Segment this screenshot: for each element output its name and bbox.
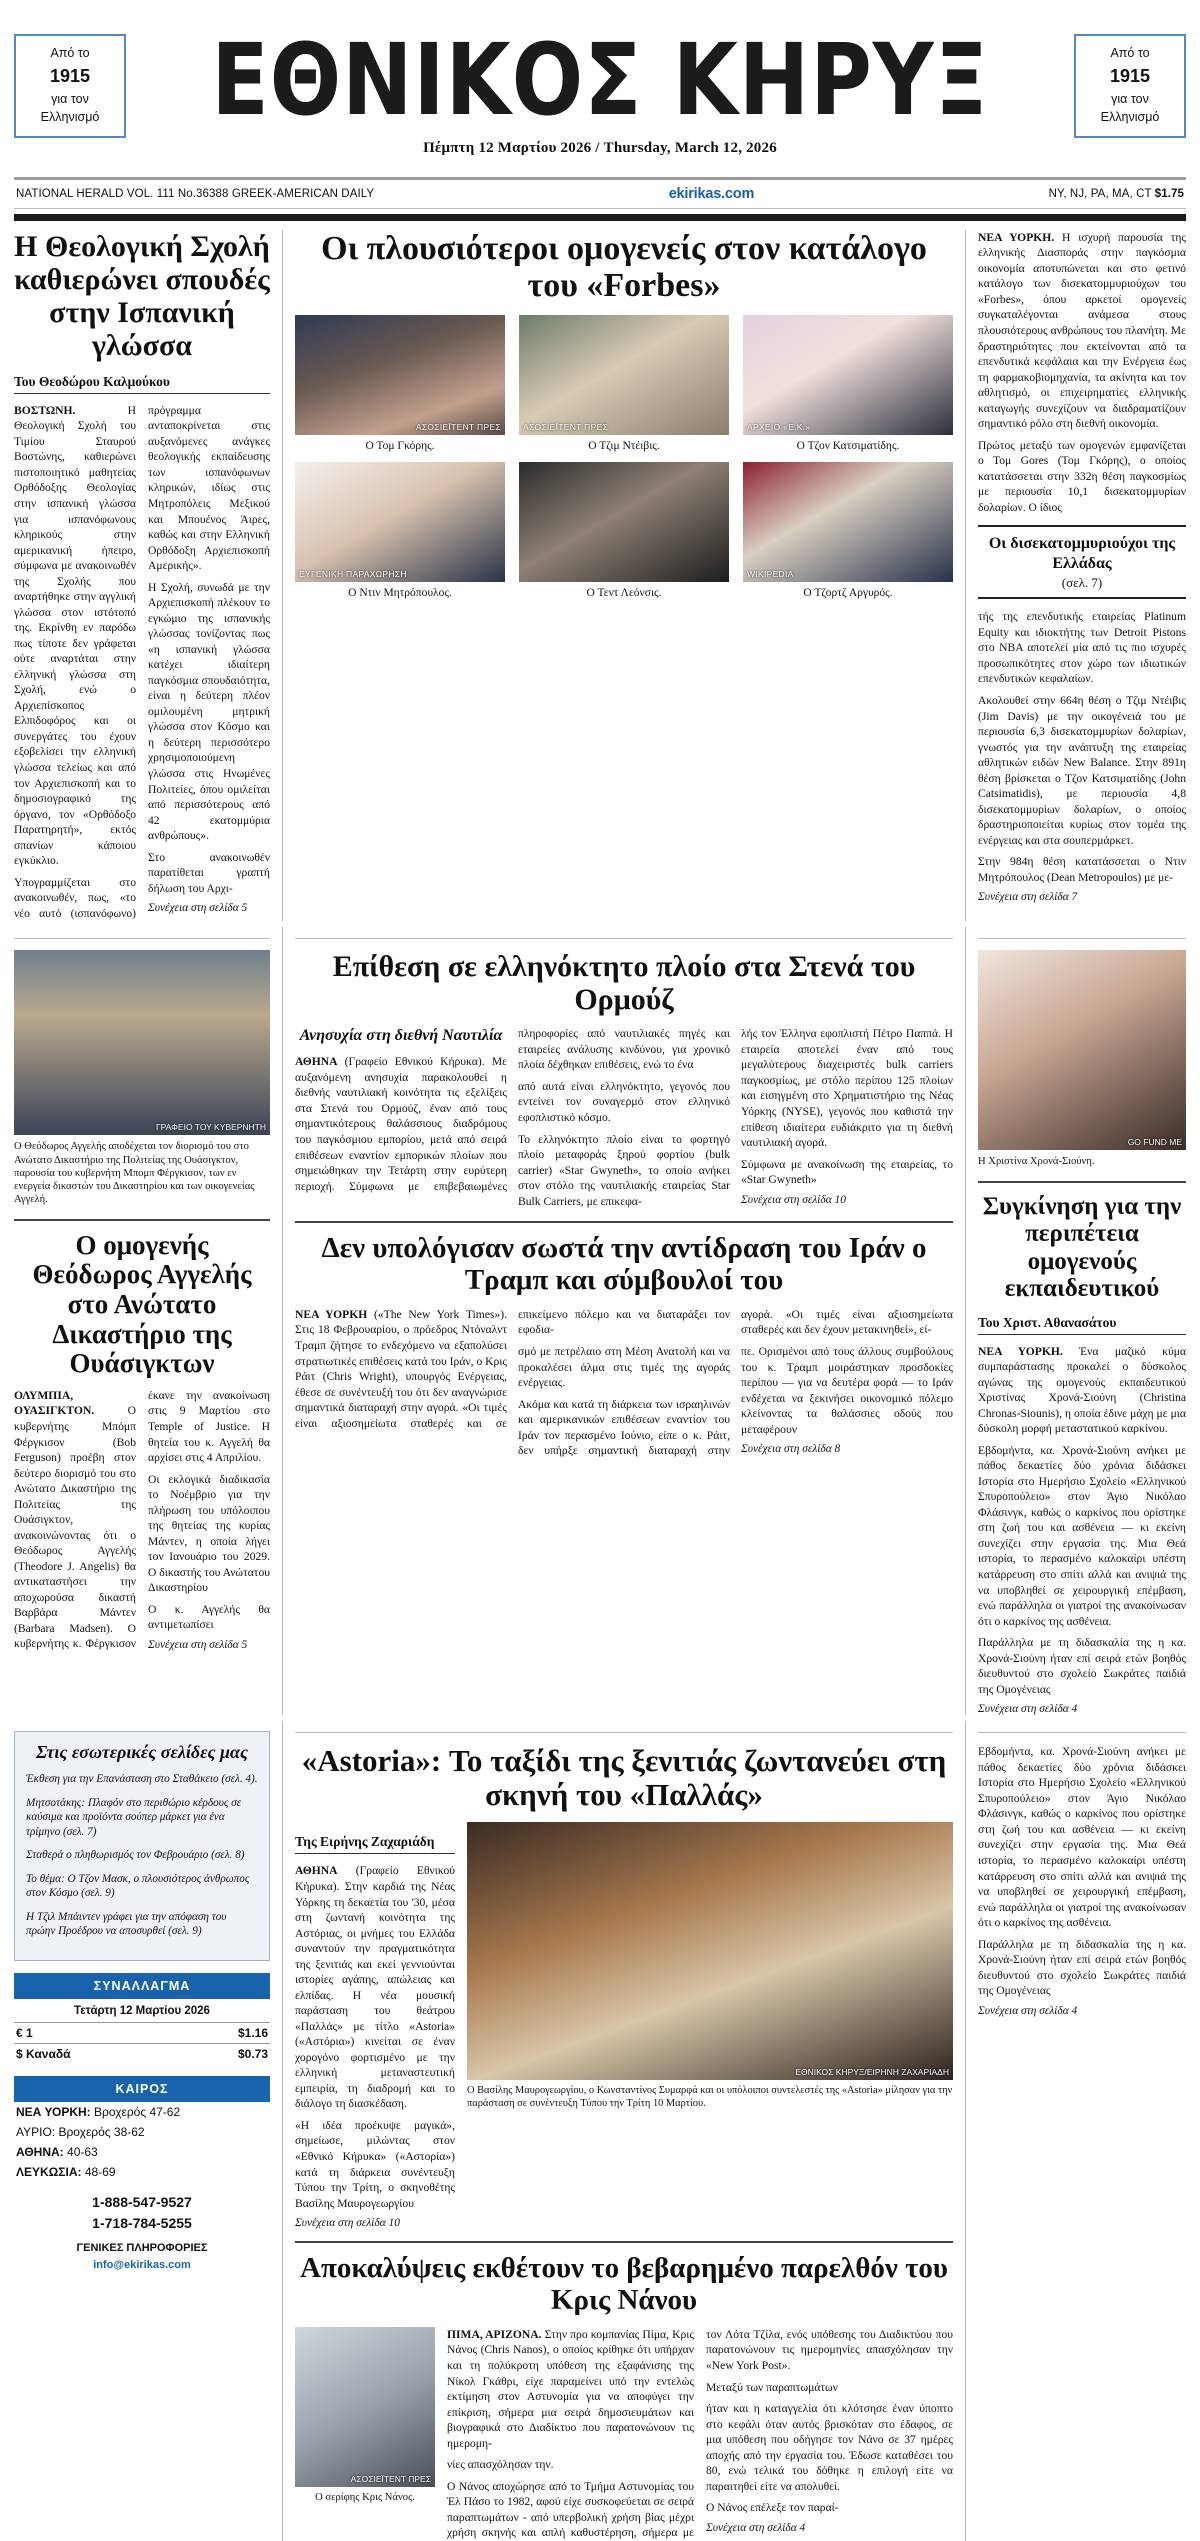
paragraph: Παράλληλα με τη διδασκαλία της η κα. Χρονά-Σιούνη ήταν επί σειρά ετών βοηθός διευθυντού στο σχολείο Σωκράτες παιδιά της Ομογένειας — [978, 1636, 1186, 1696]
phone-secondary[interactable]: 1-718-784-5255 — [92, 2215, 192, 2231]
paragraph: Το ελληνόκτητο πλοίο είναι το φορτηγό πλοίο μεταφοράς ξηρού φορτίου (bulk carrier) «Star Gwyneth», το οποίο ανήκει στον στόλο της ναυτιλιακής εταιρείας Star Bulk Carriers, με επικεφα- — [518, 1132, 730, 1208]
weather-value: 40-63 — [67, 2145, 98, 2159]
teacher-photo-caption: Η Χριστίνα Χρονά-Σιούνη. — [978, 1156, 1095, 1168]
since-label-bottom: Ελληνισμό — [40, 110, 100, 125]
paragraph: τής της επενδυτικής εταιρείας Platinum Equity και ιδιοκτήτης των Detroit Pistons στο NBA αποτελεί μία από τις πιο ισχυρές προσωπικότητες στον χώρο των ιδιωτικών επενδυτικών κεφαλαίων. — [978, 610, 1186, 686]
inside-item[interactable]: Το θέμα: Ο Τζον Μασκ, ο πλουσιότερος άνθρωπος στον Κόσμο (σελ. 9) — [26, 1872, 250, 1900]
info-bar-rule — [14, 208, 1186, 209]
inside-item[interactable]: Έκθεση για την Επανάσταση στο Σταθάκειο (σελ. 4). — [26, 1772, 258, 1785]
website-link[interactable]: ekirikas.com — [668, 185, 755, 202]
since-label-mid: για τον — [51, 92, 89, 107]
portrait-caption: Ο Ντιν Μητρόπουλος. — [348, 586, 452, 599]
portrait-cell — [519, 315, 729, 452]
masthead-center — [126, 22, 1074, 157]
dateline: ΑΘΗΝΑ — [295, 1864, 338, 1878]
top-section — [14, 230, 1186, 922]
portrait-caption: Ο Τζον Κατσιματίδης. — [796, 439, 900, 452]
section-rule — [295, 938, 953, 939]
paragraph: Ακολουθεί στην 664η θέση ο Τζιμ Ντέιβις (Jim Davis) με την οικογένειά του με περιουσία 6,3 δισεκατομμυρίων δολαρίων, γνωστός για την ανάπτυξη της εταιρείας αθλητικών ειδών New Balance. Στην 891η θέση βρίσκεται ο Τζον Κατσιματίδης (John Catsimatidis), με περιουσία 4,8 δισεκατομμυρίων δολαρίων, ο οποίος δραστηριοποιείται κυρίως στον τομέα της ενέργειας και στα σουπερμάρκετ. — [978, 693, 1186, 847]
weather-row — [14, 2162, 270, 2182]
paragraph: Υπογραμμίζεται στο ανακοινωθέν, πως, «το νέο αυτό (ισπανόφωνο) πρόγραμμα ανταποκρίνεται στις αυξανόμενες ανάγκες θεολογικής εκπαίδευσης των ισπανόφωνων κληρικών, ιδίως στις Μητροπόλεις Μεξικού και Μπουένος Άιρες, καθώς και στην Ελληνική Ορθόδοξη Αρχιεπισκοπή Αμερικής». — [14, 403, 270, 920]
contact-email[interactable]: info@ekirikas.com — [93, 2258, 191, 2271]
dateline: ΑΘΗΝΑ — [295, 1055, 338, 1069]
photo-credit: ΕΘΝΙΚΟΣ ΚΗΡΥΞ/ΕΙΡΗΝΗ ΖΑΧΑΡΙΑΔΗ — [795, 2067, 949, 2078]
teacher-headline[interactable]: Συγκίνηση για την περιπέτεια ομογενούς εκπαιδευτικού — [982, 1192, 1182, 1303]
astoria-layout — [295, 1822, 953, 2229]
inside-item[interactable]: Μητσοτάκης: Πλαφόν στο περιθώριο κέρδους σε καύσιμα και προϊόντα σούπερ μάρκετ για ένα τρίμηνο (σελ. 7) — [26, 1796, 242, 1838]
portrait-photo — [295, 462, 505, 582]
since-label-top: Από το — [1110, 46, 1150, 60]
contact-block — [14, 2192, 270, 2273]
portrait-cell — [295, 462, 505, 599]
teacher-story — [966, 927, 1186, 1715]
court-headline[interactable]: Ο ομογενής Θεόδωρος Αγγελής στο Ανώτατο Δικαστήριο της Ουάσιγκτων — [32, 1229, 252, 1379]
column-middle — [282, 230, 966, 922]
general-info-label: ΓΕΝΙΚΕΣ ΠΛΗΡΟΦΟΡΙΕΣ — [76, 2242, 208, 2254]
photo-credit: ΓΡΑΦΕΙΟ ΤΟΥ ΚΥΒΕΡΝΗΤΗ — [156, 1122, 266, 1133]
forbes-sidebar-teaser[interactable] — [978, 525, 1186, 599]
paragraph: νίες απασχόλησαν την. — [447, 2458, 554, 2472]
astoria-photo-wrap — [467, 1822, 953, 2229]
court-body — [14, 1388, 270, 1652]
paragraph-text: («The New York Times»). Στις 18 Φεβρουαρίου, ο πρόεδρος Ντόναλντ Τραμπ ζήτησε το ενδεχόμενο να εξαπολύσει στρατιωτικές επιθέσεις κατά του Ιράν, ο Κρις Ράιτ (Chris Wright), υπουργός Ενέργειας, έθεσε σε συνέντευξή του ότι δεν αναγνώρισε σημαντικά διαταραχή στην αγορά. «Οι τιμές είναι αξιοσημείωτα σταθερές και σε επικείμενο πόλεμο και να διαταράξει τον εφοδια- — [295, 1307, 730, 1430]
currency-row — [14, 2022, 270, 2043]
section-rule — [978, 1732, 1186, 1733]
price-info — [1049, 188, 1184, 200]
nanos-body — [447, 2327, 953, 2541]
currency-title: ΣΥΝΑΛΛΑΓΜΑ — [14, 1973, 270, 1999]
theology-byline: Του Θεοδώρου Καλμούκου — [14, 374, 270, 394]
continuation-note[interactable]: Συνέχεια στη σελίδα 5 — [148, 902, 248, 915]
currency-date: Τετάρτη 12 Μαρτίου 2026 — [74, 2005, 210, 2017]
theology-body — [14, 403, 270, 922]
paragraph-text: Ο κυβερνήτης Μπόμπ Φέργκισον (Bob Ferguson) προέβη στον δεύτερο διορισμό του στο Ανώτατο Δικαστήριο της Πολιτείας της Ουάσιγκτον, ανακοινώνοντας ότι ο Θεόδωρος Αγγελής (Theodore J. Angelis) θα αντικαταστήσει την αποχωρούσα δικαστή Βαρβάρα Μάντεν (Barbara Madsen). Ο κυβερνήτης κ. Φέργκισον έκανε την ανακοίνωση στις 9 Μαρτίου στο Temple of Justice. Η θητεία του κ. Αγγελή θα αρχίσει στις 4 Απριλίου. — [14, 1388, 270, 1651]
paragraph — [978, 230, 1186, 432]
paragraph-text: Η Θεολογική Σχολή του Τιμίου Σταυρού Βοστώνης, καθιερώνει πιστοποιητικό μαθητείας Ορθόδοξης Θεολογίας στην ισπανική γλώσσα για ισπανόφωνους κληρικούς στην αμερικανική ήπειρο, σύμφωνα με ανακοινωθέν της Σχολής που αναρτήθηκε στην αγγλική γλώσσα στον ιστότοπό της. Εκρίνθη εν παρόδω πως τίποτε δεν γράφεται ούτε αναρτάται στην ελληνική γλώσσα στη Σχολή, ενώ ο Αρχιεπίσκοπος Ελπιδοφόρος και οι συνεργάτες του έχουν εξοβελίσει την ελληνική γλώσσα τελείως και από τον Αρχιεπισκοπή και το δημοσιογραφικό της όργανο, τον «Ορθόδοξο Παρατηρητή», εκτός σπανίων κάποιου εγκύκλιο. — [14, 403, 136, 868]
weather-label: ΝΕΑ ΥΟΡΚΗ: — [16, 2105, 91, 2119]
issue-date: Πέμπτη 12 Μαρτίου 2026 / Thursday, March 12, 2026 — [423, 139, 777, 156]
teaser-title: Οι δισεκατομμυριούχοι της Ελλάδας — [988, 535, 1176, 572]
currency-row — [14, 2043, 270, 2064]
weather-row — [14, 2122, 270, 2142]
nanos-photo — [295, 2327, 435, 2487]
continuation-note[interactable]: Συνέχεια στη σελίδα 8 — [741, 1443, 841, 1456]
section-rule — [14, 938, 270, 939]
paragraph — [978, 1344, 1186, 1437]
continuation-note[interactable]: Συνέχεια στη σελίδα 4 — [706, 2521, 806, 2534]
paragraph — [14, 403, 136, 869]
photo-credit: ΑΣΟΣΙΕΪΤΕΝΤ ΠΡΕΣ — [523, 421, 609, 432]
astoria-headline[interactable]: «Astoria»: Το ταξίδι της ξενιτιάς ζωντανεύει στη σκηνή του «Παλλάς» — [301, 1743, 947, 1813]
astoria-text — [295, 1822, 455, 2229]
photo-credit: GO FUND ME — [1127, 1137, 1182, 1148]
astoria-photo — [467, 1822, 953, 2080]
dateline: ΒΟΣΤΩΝΗ. — [14, 403, 76, 417]
currency-label: € 1 — [16, 2026, 33, 2040]
heavy-rule — [14, 214, 1186, 221]
court-photo — [14, 950, 270, 1135]
photo-credit: ΕΥΓΕΝΙΚΗ ΠΑΡΑΧΩΡΗΣΗ — [299, 568, 407, 579]
since-badge-right — [1074, 34, 1186, 138]
paragraph: λής τον Έλληνα εφοπλιστή Πέτρο Παππά. Η εταιρεία αποτελεί έναν από τους μεγαλύτερους διαχειριστές bulk carriers παγκοσμίως, με στόλο περίπου 125 πλοίων και εισηγμένη στο Χρηματιστήριο της Νέας Υόρκης (NYSE), γεγονός που καθιστά την επίθεση ιδιαίτερα ευδιάκριτο για τη διεθνή ναυτιλιακή αγορά. — [741, 1027, 953, 1150]
teaser-page: (σελ. 7) — [1061, 574, 1103, 590]
inside-item[interactable]: Σταθερά ο πληθωρισμός τον Φεβρουάριο (σελ. 8) — [26, 1849, 245, 1862]
weather-title: ΚΑΙΡΟΣ — [14, 2076, 270, 2102]
portrait-caption: Ο Τομ Γκόρης. — [365, 439, 435, 452]
portrait-photo — [743, 315, 953, 435]
since-label-top: Από το — [50, 46, 90, 60]
nanos-photo-wrap — [295, 2327, 435, 2541]
left-rail — [14, 1721, 282, 2541]
photo-credit: ΑΣΟΣΙΕΪΤΕΝΤ ΠΡΕΣ — [350, 2473, 431, 2484]
hormuz-deck: Ανησυχία στη διεθνή Ναυτιλία — [299, 1027, 503, 1045]
paragraph: Σύμφωνα με ανακοίνωση της εταιρείας, το «Star Gwyneth» — [741, 1157, 953, 1187]
continuation-note[interactable]: Συνέχεια στη σελίδα 7 — [978, 891, 1078, 904]
publication-info: NATIONAL HERALD VOL. 111 No.36388 GREEK-AMERICAN DAILY — [16, 187, 375, 200]
paragraph: σμό με πετρέλαιο στη Μέση Ανατολή και να προκαλέσει άλμα στις τιμές της αγοράς ενέργειας. — [518, 1345, 730, 1390]
paragraph: Πρώτος μεταξύ των ομογενών εμφανίζεται ο Τομ Gores (Τομ Γκόρης), ο οποίος κατατάσσεται στην 332η θέση παγκοσμίως με περιουσία 10,1 δισεκατομμυρίων δολαρίων. Ο ίδιος — [978, 438, 1186, 514]
court-photo-caption: Ο Θεόδωρος Αγγελής αποδέχεται τον διορισμό του στο Ανώτατο Δικαστήριο της Πολιτείας της Ουάσιγκτον, παρουσία του κυβερνήτη Μπομπ Φέργκισον, των εν ενεργεία δικαστών του Δικαστηρίου και των οικογενείας Αγγελή. — [14, 1141, 255, 1206]
portrait-photo — [743, 462, 953, 582]
paragraph: Ο Νάνος επέλεξε τον παραί- — [706, 2501, 839, 2515]
section-rule — [295, 2241, 953, 2243]
paragraph-text: (Γραφείο Εθνικού Κήρυκα). Με αυξανόμενη ανησυχία παρακολουθεί η διεθνής ναυτιλιακή κοινότητα τις εξελίξεις στα Στενά του Ορμούζ, έναν από τους σημαντικότερους θαλάσσιους διαδρόμους του παγκόσμιου εμπορίου, μετά από σειρά επιθέσεων εναντίον εμπορικών πλοίων που σημειώθηκαν την Τετάρτη στην ευρύτερη περιοχή. Σύμφωνα με επιβεβαιωμένες πληροφορίες από ναυτιλιακές πηγές και εταιρείες ανάλυσης κινδύνου, για χρονικό πλοία δέχθηκαν επιθέσεις, ενώ το ένα — [295, 1027, 730, 1193]
since-year: 1915 — [49, 66, 91, 87]
weather-box — [14, 2076, 270, 2182]
weather-row — [14, 2142, 270, 2162]
continuation-note[interactable]: Συνέχεια στη σελίδα 4 — [978, 1703, 1078, 1716]
price-amount: $1.75 — [1154, 187, 1184, 200]
since-label-bottom: Ελληνισμό — [1100, 110, 1160, 125]
trump-body — [295, 1307, 953, 1459]
paragraph: Ακόμα και κατά τη διάρκεια των ισραηλινών και αμερικανικών επιθέσεων εναντίον του Ιράν τον περασμένο Ιούνιο, είπε ο κ. Ράιτ, δεν υπήρξε σημαντική διαταραχή στην αγορά. «Οι τιμές είναι αξιοσημείωτα σταθερές και δεν έχουν μετακινηθεί», εί- — [518, 1307, 953, 1458]
middle-band — [282, 927, 966, 1715]
nanos-headline[interactable]: Αποκαλύψεις εκθέτουν το βεβαρημένο παρελθόν του Κρις Νάνου — [300, 2252, 948, 2317]
dateline: ΝΕΑ ΥΟΡΚΗ — [295, 1307, 368, 1321]
weather-label: ΑΥΡΙΟ: — [16, 2125, 56, 2139]
portrait-cell — [743, 462, 953, 599]
paragraph: ήταν και η καταγγελία ότι κλότσησε έναν ύποπτο στο κεφάλι όταν αυτός βρισκόταν στο έδαφος, σε μια υπόθεση που οδήγησε τον Νάνο σε 37 ημέρες αποχής από την εργασία του. Έδωσε καταθέσει του 80, ενώ τελικά του δόθηκε η επιλογή είτε να παραιτηθεί είτε να απολυθεί. — [706, 2402, 953, 2493]
continuation-note[interactable]: Συνέχεια στη σελίδα 5 — [148, 1638, 248, 1651]
inside-pages-box — [14, 1731, 270, 1961]
info-bar — [14, 180, 1186, 208]
newspaper-title: ΕΘΝΙΚΟΣ ΚΗΡΥΞ — [211, 22, 989, 138]
currency-box — [14, 1973, 270, 2064]
astoria-and-nanos — [282, 1721, 966, 2541]
portrait-cell — [295, 315, 505, 452]
inside-pages-title: Στις εσωτερικές σελίδες μας — [35, 1742, 248, 1763]
paragraph — [295, 1863, 455, 2112]
paragraph: Παράλληλα με τη διδασκαλία της η κα. Χρονά-Σιούνη ήταν επί σειρά ετών βοηθός διευθυντού στο σχολείο Σωκράτες παιδιά της Ομογένειας — [978, 1937, 1186, 1998]
portrait-cell — [743, 315, 953, 452]
currency-label: $ Καναδά — [16, 2047, 71, 2061]
paragraph: Εβδομήντα, κα. Χρονά-Σιούνη ανήκει με πάθος δεκαετίες δύο χρόνια διδάσκει Ιστορία στο Ημερήσιο Σχολείο «Ελληνικού Σπυροπούλειο» στον Άγιο Νικόλαο Φλάσινγκ, καθώς ο καρκίνος που ορίστηκε στη ζωή του και ασθένεια — κι εκείνη συνεχίζει στην εργασία της. Μια Θεά ιστορία, το περασμένο καλοκαίρι υπέστη κατάρρευση στο σπίτι αλλά και ανιψιά της να υποβληθεί σε χειρουργική επέμβαση, ενώ παράλληλα οι γιατροί της ανακοίνωσαν ότι ο καρκίνος της ασθένεια. — [978, 1443, 1186, 1628]
second-band — [14, 927, 1186, 1715]
paragraph-text: Στην προ κομπανίας Πίμα, Κρις Νάνος (Chris Nanos), ο οποίος κρίθηκε ότι υπήρχαν και τη πολύκροτη υπόθεση της εξαφάνισης της Νίκολ Γκάθρι, είχε παραμείνει υπό την εντελώς εκτίμηση στον Αστυνομία για να αποφύγει την επίκριση, σήμερα μια σειρά δημοσιευμάτων και βιογραφικά στο Διαδίκτυο που παρατονώνουν τις ημερομη- — [447, 2327, 694, 2450]
weather-value: 48-69 — [84, 2165, 116, 2179]
dateline: ΝΕΑ ΥΟΡΚΗ. — [978, 1344, 1063, 1358]
section-rule — [978, 1181, 1186, 1183]
currency-value: $0.73 — [237, 2047, 268, 2061]
portrait-photo — [519, 315, 729, 435]
right-rail-bottom — [966, 1721, 1186, 2541]
paragraph: από αυτά είναι ελληνόκτητο, γεγονός που εντείνει τον συναγερμό στον ελληνικό εφοπλιστικό κόσμο. — [518, 1079, 730, 1124]
section-rule — [295, 1732, 953, 1733]
hormuz-headline[interactable]: Επίθεση σε ελληνόκτητο πλοίο στα Στενά του Ορμούζ — [332, 950, 916, 1017]
court-story — [14, 927, 282, 1715]
weather-value: Βροχερός 38-62 — [58, 2125, 145, 2139]
column-right — [966, 230, 1186, 922]
dateline: ΝΕΑ ΥΟΡΚΗ. — [978, 230, 1055, 244]
portrait-photo — [519, 462, 729, 582]
continuation-note[interactable]: Συνέχεια στη σελίδα 10 — [741, 1193, 846, 1206]
astoria-photo-caption: Ο Βασίλης Μαυρογεωργίου, ο Κωνσταντίνος Συμαρφά και οι υπόλοιποι συντελεστές της «Astoria» μίλησαν για την παράσταση σε συνέντευξη Τύπου την Τρίτη 10 Μαρτίου. — [467, 2085, 953, 2110]
weather-label: ΑΘΗΝΑ: — [16, 2145, 64, 2159]
inside-item[interactable]: Η Τζιλ Μπάιντεν γράφει για την απόφαση του πρώην Προέδρου να αποσυρθεί (σελ. 9) — [26, 1910, 227, 1938]
photo-credit: WIKIPEDIA — [747, 568, 794, 579]
portrait-caption: Ο Τζιμ Ντέιβις. — [588, 439, 660, 452]
portrait-caption: Ο Τεντ Λεόνσις. — [586, 586, 662, 599]
teacher-photo — [978, 950, 1186, 1150]
paragraph: Ο Νάνος αποχώρησε από το Τμήμα Αστυνομίας του Έλ Πάσο το 1982, αφού είχε συσκοφεύεται σε σειρά παραπτωμάτων - από υπερβολική χρήση βίας μέχρι χρήση σκηνής και απλή καθυστέρηση, σήμερα με τον Λότα Τζίλα, ενός υπόθεσης του Διαδικτύου που παρατονώνουν τις ημερομηνίες απασχόλησαν την «New York Post». — [447, 2327, 953, 2540]
paragraph: Μεταξύ των παραπτωμάτων — [706, 2380, 838, 2394]
weather-value: Βροχερός 47-62 — [94, 2105, 181, 2119]
since-label-mid: για τον — [1111, 92, 1149, 107]
weather-label: ΛΕΥΚΩΣΙΑ: — [16, 2165, 82, 2179]
currency-value: $1.16 — [237, 2026, 268, 2040]
masthead — [14, 0, 1186, 157]
astoria-byline: Της Ειρήνης Ζαχαριάδη — [295, 1834, 455, 1854]
dateline: ΟΛΥΜΠΙΑ, ΟΥΑΣΙΓΚΤΟΝ. — [14, 1388, 95, 1418]
paragraph: «Η ιδέα προέκυψε μαγικά», σημείωσε, μιλώντας στον «Εθνικό Κήρυκα» («Αστορία») κατά τη διάρκεια συνέντευξη Τύπου την Τρίτη, ο σκηνοθέτης Βασίλης Μαυρογεωργίου — [295, 2118, 455, 2210]
section-rule — [978, 938, 1186, 939]
paragraph-text: Ένα μαζικό κύμα συμπαράστασης προκαλεί ο δύσκολος αγώνας της ομογενούς εκπαιδευτικού Χριστίνας Χρονά-Σιούνη (Christina Chronas-Siounis), η οποία έδινε μάχη με μια δύσκολη μορφή μεταστατικού καρκίνου. — [978, 1344, 1186, 1436]
phone-primary[interactable]: 1-888-547-9527 — [92, 2194, 192, 2210]
photo-credit: ΑΣΟΣΙΕΪΤΕΝΤ ΠΡΕΣ — [415, 421, 501, 432]
dateline: ΠΙΜΑ, ΑΡΙΖΟΝΑ. — [447, 2327, 542, 2341]
teacher-byline: Του Χριστ. Αθανασάτου — [978, 1315, 1186, 1335]
paragraph: Στην 984η θέση κατατάσσεται ο Ντιν Μητρόπουλος (Dean Metropoulos) με με- — [978, 855, 1186, 884]
trump-headline[interactable]: Δεν υπολόγισαν σωστά την αντίδραση του Ιράν ο Τραμπ και σύμβουλοί του — [321, 1232, 927, 1297]
portrait-caption: Ο Τζορτζ Αργυρός. — [803, 586, 893, 599]
third-band — [14, 1721, 1186, 2541]
photo-credit: ΑΡΧΕΙΟ «Ε.Κ.» — [747, 421, 811, 432]
paragraph: Οι εκλογικά διαδικασία το Νοέμβριο για την πλήρωση του υπόλοιπου της θητείας της κυρίας Μάντεν, η οποία λήγει τον Ιανουάριο του 2029. Ο δικαστής του Ανώτατου Δικαστηρίου — [148, 1472, 270, 1595]
continuation-note[interactable]: Συνέχεια στη σελίδα 4 — [978, 2004, 1078, 2017]
weather-row — [14, 2102, 270, 2122]
forbes-portrait-grid — [295, 315, 953, 599]
since-year: 1915 — [1109, 66, 1151, 87]
paragraph: Ο κ. Αγγελής θα αντιμετωπίσει — [148, 1602, 270, 1632]
paragraph: Η Σχολή, συνωδά με την Αρχιεπισκοπή πλέκουν το εγκώμιο της ισπανικής γλώσσας τονίζοντας πως «η ισπανική γλώσσα κατέχει ιδιαίτερη παγκόσμια σπουδαιότητα, είναι η δεύτερη πλέον ομιλουμένη μητρική γλώσσα στον Κόσμο και η δεύτερη περισσότερο χρησιμοποιούμενη γλώσσα στις Ηνωμένες Πολιτείες, όπου ομιλείται από περισσότερους από 42 εκατομμύρια ανθρώπους». — [148, 580, 270, 843]
nanos-layout — [295, 2327, 953, 2541]
price-states: NY, NJ, PA, MA, CT — [1048, 187, 1155, 200]
paragraph: Στο ανακοινωθέν παρατίθεται γραπτή δήλωση του Αρχι- — [148, 850, 270, 895]
section-rule — [295, 1221, 953, 1223]
column-left — [14, 230, 282, 922]
forbes-headline[interactable]: Οι πλουσιότεροι ομογενείς στον κατάλογο του «Forbes» — [321, 229, 927, 305]
paragraph: πε. Ορισμένοι από τους άλλους συμβούλους του κ. Τραμπ μοιράστηκαν προσδοκίες περίπου — για να δευτέρα φορά — το Ιράν ενδέχεται να ξεκινήσει οικονομικό πόλεμο κλείνοντας τα θαλάσσιες οδούς που μεταφέρουν — [741, 1345, 953, 1436]
theology-headline[interactable]: Η Θεολογική Σχολή καθιερώνει σπουδές στην Ισπανική γλώσσα — [14, 229, 270, 362]
portrait-photo — [295, 315, 505, 435]
paragraph — [447, 2327, 694, 2451]
nanos-photo-caption: Ο σερίφης Κρις Νάνος. — [315, 2491, 415, 2503]
paragraph-text: Η ισχυρή παρουσία της ελληνικής Διασποράς στην παγκόσμια οικονομία αποτυπώνεται και στο φετινό κατάλογο των δισεκατομμυριούχων του «Forbes», όπου αρκετοί ομογενείς συγκαταλέγονται ανάμεσα στους πλουσιότερους ανθρώπους του πλανήτη. Με δραστηριότητες που εκτείνονται από τα επενδυτικά κεφάλαια και την Ενέργεια έως τη φαρμακοβιομηχανία, τα ακίνητα και τον αθλητισμό, οι επιχειρηματίες ελληνικής καταγωγής συνεχίζουν να διαδραματίζουν σημαντικό ρόλο στη διεθνή οικονομία. — [978, 230, 1187, 431]
paragraph: Εβδομήντα, κα. Χρονά-Σιούνη ανήκει με πάθος δεκαετίες δύο χρόνια διδάσκει Ιστορία στο Ημερήσιο Σχολείο «Ελληνικού Σπυροπούλειο» στον Άγιο Νικόλαο Φλάσινγκ, καθώς ο καρκίνος που ορίστηκε στη ζωή του και ασθένεια — κι εκείνη συνεχίζει στην εργασία της. Μια Θεά ιστορία, το περασμένο καλοκαίρι υπέστη κατάρρευση στο σπίτι αλλά και ανιψιά της να υποβληθεί σε χειρουργική επέμβαση, ενώ παράλληλα οι γιατροί της ανακοίνωσαν ότι ο καρκίνος της ασθένεια. — [978, 1745, 1186, 1930]
section-rule — [14, 1219, 270, 1221]
nanos-text — [447, 2327, 953, 2541]
continuation-note[interactable]: Συνέχεια στη σελίδα 10 — [295, 2217, 400, 2230]
portrait-cell — [519, 462, 729, 599]
since-badge-left — [14, 34, 126, 138]
paragraph-text: (Γραφείο Εθνικού Κήρυκα). Στην καρδιά της Νέας Υόρκης τη δεκαετία του '30, μέσα στη ζωντανή κοινότητα της Αστόριας, οι μνήμες του Ελλάδα συναντούν την πραγματικότητα της ξενιτιάς και εκεί γεννιούνται ιστορίες αγάπης, απώλειας και ελπίδας. Η νέα μουσική παράσταση του θεάτρου «Παλλάς» με τίτλο «Astoria» («Αστόρια») κινείται σε έναν χορογόνο φορτισμένο με την ελληνική μεταναστευτική εμπειρία, τη διαδρομή και το διάλογο τη διασκέδαση. — [295, 1864, 455, 2111]
hormuz-body — [295, 1026, 953, 1209]
